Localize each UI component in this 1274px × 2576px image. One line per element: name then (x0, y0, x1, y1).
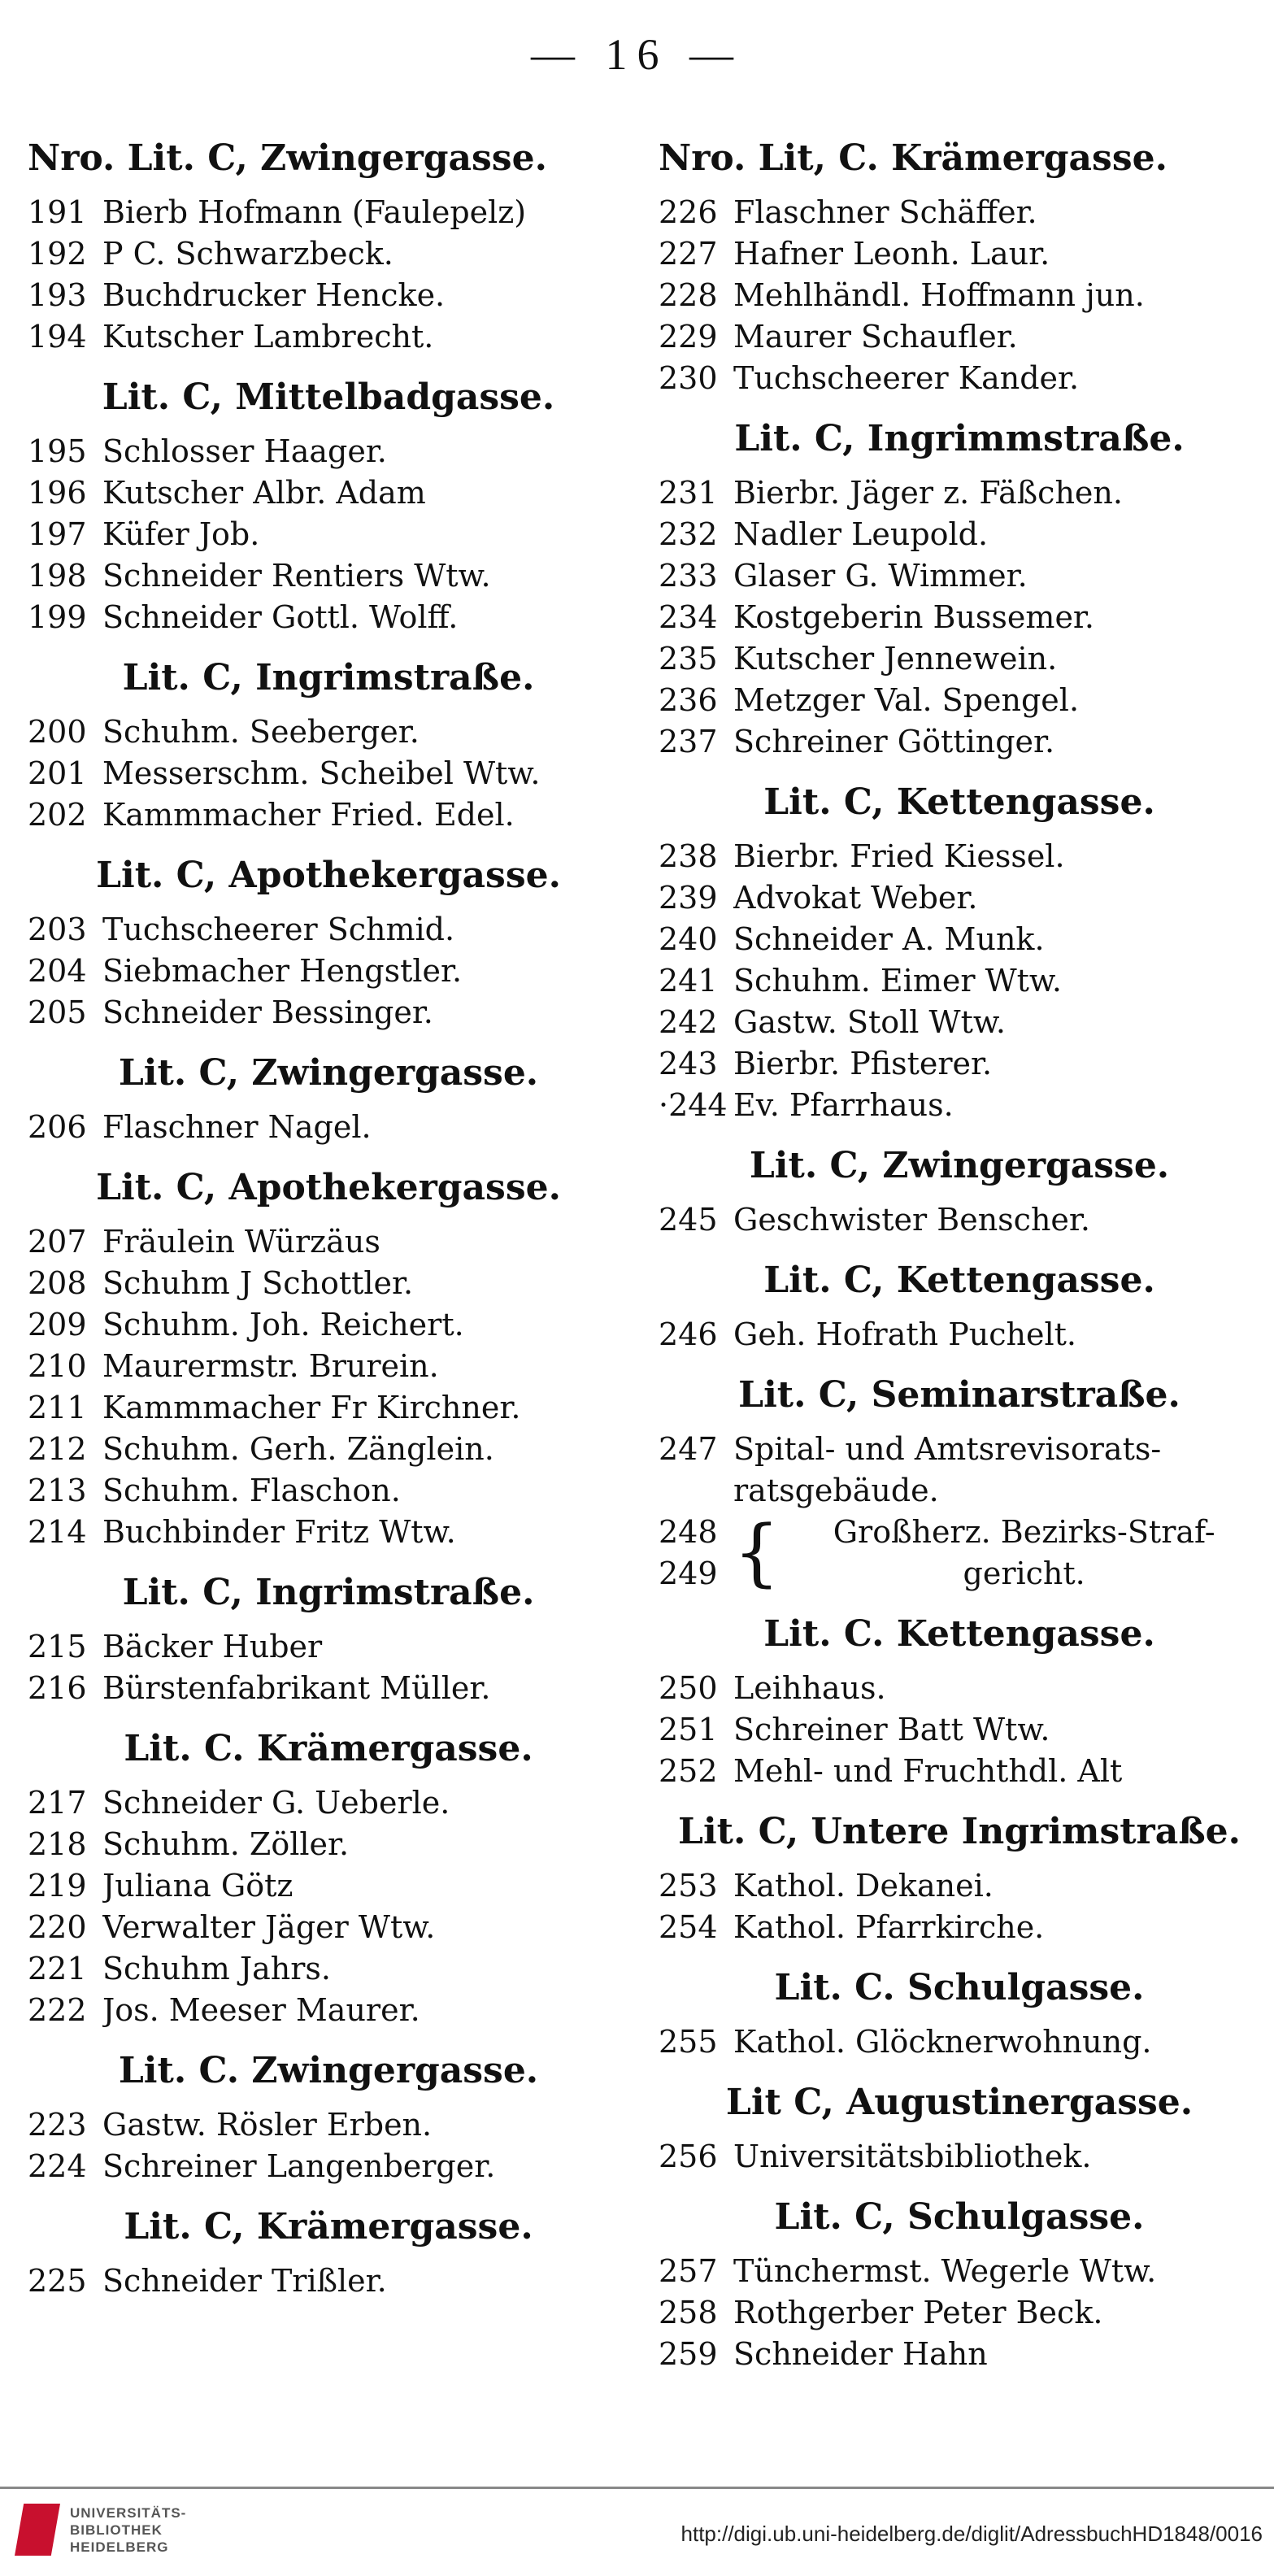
house-number: 249 (659, 1556, 718, 1591)
house-number: 232 (659, 516, 718, 552)
house-number: 238 (659, 838, 718, 874)
house-number: 203 (28, 912, 87, 947)
footer (0, 2487, 1274, 2576)
resident-text: Nadler Leupold. (733, 516, 989, 552)
resident-text: Rothgerber Peter Beck. (733, 2295, 1103, 2330)
resident-text: Flaschner Schäffer. (733, 194, 1037, 230)
street-heading: Lit. C, Mittelbadgasse. (102, 376, 555, 418)
house-number: 230 (659, 360, 718, 396)
house-number: 224 (28, 2148, 87, 2184)
resident-text: Bierb Hofmann (Faulepelz) (102, 194, 527, 230)
resident-text: Schuhm. Eimer Wtw. (733, 963, 1063, 999)
address-entry (659, 1002, 1260, 1043)
address-entry (28, 1221, 629, 1263)
address-section (659, 2192, 1260, 2375)
library-logo-icon (15, 2504, 60, 2556)
address-entry (659, 514, 1260, 555)
resident-text: Kathol. Glöcknerwohnung. (733, 2024, 1152, 2060)
house-number: 236 (659, 682, 718, 718)
resident-text: Leihhaus. (733, 1670, 886, 1706)
bracketed-entry (659, 1512, 1260, 1595)
address-entry (28, 909, 629, 951)
address-entry (659, 1314, 1260, 1355)
logo-text-line-3: HEIDELBERG (70, 2539, 169, 2555)
house-number: 221 (28, 1951, 87, 1986)
street-heading: Lit. C, Ingrimmstraße. (734, 418, 1185, 459)
house-number: 215 (28, 1629, 87, 1664)
address-entry (28, 2261, 629, 2302)
address-section (28, 653, 629, 836)
house-number: 234 (659, 599, 718, 635)
house-number: 202 (28, 797, 87, 833)
resident-text: Schneider Gottl. Wolff. (102, 599, 459, 635)
address-section (659, 1609, 1260, 1792)
house-number: 211 (28, 1390, 87, 1425)
address-entry (659, 960, 1260, 1002)
address-entry (659, 1668, 1260, 1709)
address-entry (659, 877, 1260, 919)
source-url[interactable]: http://digi.ub.uni-heidelberg.de/diglit/AdressbuchHD1848/0016 (680, 2522, 1263, 2546)
resident-text: Bürstenfabrikant Müller. (102, 1670, 491, 1706)
address-entry (28, 1304, 629, 1346)
address-entry (659, 555, 1260, 597)
address-section (28, 851, 629, 1033)
resident-text: Schuhm. Seeberger. (102, 714, 420, 750)
address-section (28, 1048, 629, 1148)
resident-text: ratsgebäude. (733, 1473, 939, 1508)
house-number: 207 (28, 1224, 87, 1260)
address-entry (659, 1709, 1260, 1751)
address-section (659, 1963, 1260, 2063)
address-entry (28, 1626, 629, 1668)
house-number: 229 (659, 319, 718, 355)
resident-text: Schneider Trißler. (102, 2263, 387, 2299)
resident-text: Ev. Pfarrhaus. (733, 1087, 954, 1123)
address-entry (28, 753, 629, 794)
street-heading: Lit. C, Kettengasse. (763, 1260, 1155, 1301)
resident-text: Schneider G. Ueberle. (102, 1785, 450, 1821)
house-number: 248 (659, 1514, 718, 1550)
house-number: 258 (659, 2295, 718, 2330)
resident-text: Kutscher Lambrecht. (102, 319, 434, 355)
house-number: 243 (659, 1046, 718, 1081)
resident-text: Schreiner Batt Wtw. (733, 1712, 1050, 1747)
address-section (28, 2202, 629, 2302)
resident-text: Maurermstr. Brurein. (102, 1348, 439, 1384)
library-logo-text (70, 2504, 186, 2556)
resident-text: Buchbinder Fritz Wtw. (102, 1514, 456, 1550)
resident-text: Kutscher Albr. Adam (102, 475, 426, 511)
address-entry (28, 275, 629, 316)
resident-text: Kammmacher Fried. Edel. (102, 797, 515, 833)
house-number: 217 (28, 1785, 87, 1821)
resident-text: Flaschner Nagel. (102, 1109, 372, 1145)
resident-text: Fräulein Würzäus (102, 1224, 380, 1260)
address-entry (28, 597, 629, 638)
street-heading: Nro. Lit, C. Krämergasse. (659, 137, 1167, 179)
house-number: 231 (659, 475, 718, 511)
resident-text: Juliana Götz (102, 1868, 293, 1904)
address-entry (28, 1263, 629, 1304)
address-section (28, 133, 629, 358)
house-number: 246 (659, 1316, 718, 1352)
house-number: 194 (28, 319, 87, 355)
resident-text: Schuhm. Gerh. Zänglein. (102, 1431, 494, 1467)
house-number: 225 (28, 2263, 87, 2299)
house-number: 237 (659, 724, 718, 759)
address-entry (28, 711, 629, 753)
resident-text: Kutscher Jennewein. (733, 641, 1058, 677)
resident-text: Schneider Hahn (733, 2336, 988, 2372)
resident-text: Schuhm. Joh. Reichert. (102, 1307, 464, 1342)
resident-text: Bierbr. Fried Kiessel. (733, 838, 1065, 874)
address-entry (28, 1346, 629, 1387)
house-number: 206 (28, 1109, 87, 1145)
house-number: 239 (659, 880, 718, 916)
resident-text: Siebmacher Hengstler. (102, 953, 463, 989)
house-number: 195 (28, 433, 87, 469)
left-column (28, 122, 629, 2317)
house-number: 251 (659, 1712, 718, 1747)
address-entry (659, 1085, 1260, 1126)
address-entry (659, 836, 1260, 877)
resident-text: Schreiner Langenberger. (102, 2148, 496, 2184)
address-entry (659, 2021, 1260, 2063)
address-entry (28, 2104, 629, 2146)
address-section (28, 1163, 629, 1553)
resident-text: Schneider A. Munk. (733, 921, 1045, 957)
resident-text: Metzger Val. Spengel. (733, 682, 1080, 718)
house-number: 208 (28, 1265, 87, 1301)
address-entry (28, 431, 629, 472)
street-heading: Lit. C. Schulgasse. (774, 1967, 1145, 2008)
street-heading: Lit. C, Apothekergasse. (96, 1167, 561, 1208)
resident-text: Universitätsbibliothek. (733, 2139, 1092, 2174)
address-section (659, 1370, 1260, 1595)
resident-text: Gastw. Rösler Erben. (102, 2107, 433, 2143)
address-section (659, 414, 1260, 763)
house-number: 201 (28, 755, 87, 791)
resident-text: Geschwister Benscher. (733, 1202, 1090, 1238)
address-entry (28, 316, 629, 358)
street-heading: Lit. C, Kettengasse. (763, 781, 1155, 823)
house-number: 259 (659, 2336, 718, 2372)
address-entry (28, 192, 629, 233)
address-entry (28, 1782, 629, 1824)
address-section (659, 2078, 1260, 2178)
address-entry (28, 514, 629, 555)
resident-text: Kathol. Pfarrkirche. (733, 1909, 1045, 1945)
house-number: 228 (659, 277, 718, 313)
address-entry (28, 472, 629, 514)
street-heading: Lit. C, Seminarstraße. (738, 1374, 1181, 1416)
address-entry (28, 233, 629, 275)
address-entry (659, 472, 1260, 514)
address-entry (28, 1907, 629, 1948)
address-entry (659, 2251, 1260, 2292)
resident-text: Küfer Job. (102, 516, 260, 552)
house-number: 198 (28, 558, 87, 594)
resident-text: Buchdrucker Hencke. (102, 277, 446, 313)
house-number: 257 (659, 2253, 718, 2289)
street-heading: Lit. C, Untere Ingrimstraße. (678, 1811, 1241, 1852)
address-entry (28, 1429, 629, 1470)
resident-text: Jos. Meeser Maurer. (102, 1992, 420, 2028)
resident-text: Messerschm. Scheibel Wtw. (102, 755, 541, 791)
resident-text: Mehl- und Fruchthdl. Alt (733, 1753, 1123, 1789)
house-number: 250 (659, 1670, 718, 1706)
address-entry (659, 1865, 1260, 1907)
house-number: 245 (659, 1202, 718, 1238)
address-entry (659, 919, 1260, 960)
logo-text-line-2: BIBLIOTHEK (70, 2522, 163, 2538)
address-section (659, 1255, 1260, 1355)
address-entry (659, 316, 1260, 358)
house-number: ·244 (659, 1087, 728, 1123)
library-logo[interactable] (15, 2504, 186, 2556)
resident-text: Schuhm J Schottler. (102, 1265, 414, 1301)
house-number: 256 (659, 2139, 718, 2174)
house-number: 216 (28, 1670, 87, 1706)
resident-text: Schuhm Jahrs. (102, 1951, 331, 1986)
address-entry (28, 1865, 629, 1907)
resident-text: Spital- und Amtsrevisorats- (733, 1431, 1162, 1467)
address-entry (659, 192, 1260, 233)
address-entry (28, 1824, 629, 1865)
house-number: 235 (659, 641, 718, 677)
street-heading: Lit. C, Zwingergasse. (749, 1145, 1170, 1186)
address-entry (28, 1668, 629, 1709)
house-number: 219 (28, 1868, 87, 1904)
resident-text: gericht. (963, 1556, 1085, 1591)
address-entry (659, 2136, 1260, 2178)
address-entry (659, 2292, 1260, 2334)
address-entry (659, 1470, 1260, 1512)
resident-text: Tünchermst. Wegerle Wtw. (733, 2253, 1157, 2289)
resident-text: Tuchscheerer Schmid. (102, 912, 455, 947)
street-heading: Lit C, Augustinergasse. (725, 2082, 1194, 2123)
house-number: 200 (28, 714, 87, 750)
right-column (659, 122, 1260, 2390)
brace-icon: { (733, 1510, 780, 1595)
house-number: 199 (28, 599, 87, 635)
house-number: 222 (28, 1992, 87, 2028)
resident-text: Tuchscheerer Kander. (733, 360, 1080, 396)
house-number: 209 (28, 1307, 87, 1342)
house-number: 214 (28, 1514, 87, 1550)
street-heading: Lit. C, Zwingergasse. (118, 1052, 539, 1094)
house-number: 226 (659, 194, 718, 230)
house-number: 220 (28, 1909, 87, 1945)
resident-text: Glaser G. Wimmer. (733, 558, 1028, 594)
house-number: 242 (659, 1004, 718, 1040)
address-entry (28, 992, 629, 1033)
resident-text: Verwalter Jäger Wtw. (102, 1909, 436, 1945)
house-number: 240 (659, 921, 718, 957)
resident-text: Schuhm. Flaschon. (102, 1473, 401, 1508)
house-number: 252 (659, 1753, 718, 1789)
page-number: — 16 — (531, 30, 743, 79)
street-heading: Lit. C, Apothekergasse. (96, 855, 561, 896)
house-number (659, 1470, 733, 1512)
resident-text: Schuhm. Zöller. (102, 1826, 350, 1862)
address-entry (659, 1429, 1260, 1470)
address-entry (659, 1907, 1260, 1948)
street-heading: Nro. Lit. C, Zwingergasse. (28, 137, 547, 179)
street-heading: Lit. C. Zwingergasse. (118, 2050, 539, 2091)
resident-text: Bäcker Huber (102, 1629, 323, 1664)
house-number: 247 (659, 1431, 718, 1467)
address-entry (659, 1199, 1260, 1241)
address-section (659, 1807, 1260, 1948)
address-entry (659, 680, 1260, 721)
resident-text: Gastw. Stoll Wtw. (733, 1004, 1006, 1040)
resident-text: Geh. Hofrath Puchelt. (733, 1316, 1076, 1352)
resident-text: Großherz. Bezirks-Straf- (833, 1514, 1215, 1550)
address-entry (659, 597, 1260, 638)
address-section (28, 2046, 629, 2187)
street-heading: Lit. C. Krämergasse. (124, 1728, 533, 1769)
address-section (659, 777, 1260, 1126)
street-heading: Lit. C. Kettengasse. (763, 1613, 1155, 1655)
resident-text: Bierbr. Jäger z. Fäßchen. (733, 475, 1123, 511)
address-section (28, 1724, 629, 2031)
logo-text-line-1: UNIVERSITÄTS- (70, 2504, 187, 2521)
house-number: 191 (28, 194, 87, 230)
house-number: 218 (28, 1826, 87, 1862)
address-entry (28, 1470, 629, 1512)
house-number: 223 (28, 2107, 87, 2143)
address-entry (659, 233, 1260, 275)
house-number: 204 (28, 953, 87, 989)
house-number: 192 (28, 236, 87, 272)
address-entry (659, 2334, 1260, 2375)
resident-text: P C. Schwarzbeck. (102, 236, 394, 272)
address-entry (28, 1107, 629, 1148)
house-number: 254 (659, 1909, 718, 1945)
resident-text: Schreiner Göttinger. (733, 724, 1055, 759)
resident-text: Kammmacher Fr Kirchner. (102, 1390, 521, 1425)
resident-text: Schneider Rentiers Wtw. (102, 558, 491, 594)
house-number: 212 (28, 1431, 87, 1467)
street-heading: Lit. C, Ingrimstraße. (122, 1572, 535, 1613)
house-number: 241 (659, 963, 718, 999)
house-number: 197 (28, 516, 87, 552)
address-section (28, 372, 629, 638)
address-entry (659, 275, 1260, 316)
address-entry (659, 721, 1260, 763)
resident-text: Schlosser Haager. (102, 433, 387, 469)
address-entry (659, 358, 1260, 399)
address-section (659, 1141, 1260, 1241)
address-entry (28, 794, 629, 836)
address-entry (28, 1387, 629, 1429)
house-number: 233 (659, 558, 718, 594)
resident-text: Schneider Bessinger. (102, 994, 433, 1030)
address-section (28, 1568, 629, 1709)
house-number: 205 (28, 994, 87, 1030)
address-entry (659, 1751, 1260, 1792)
street-heading: Lit. C, Krämergasse. (124, 2206, 533, 2247)
resident-text: Kathol. Dekanei. (733, 1868, 994, 1904)
resident-text: Maurer Schaufler. (733, 319, 1018, 355)
address-entry (28, 1512, 629, 1553)
address-section (659, 133, 1260, 399)
resident-text: Hafner Leonh. Laur. (733, 236, 1050, 272)
house-number: 196 (28, 475, 87, 511)
house-number: 253 (659, 1868, 718, 1904)
resident-text: Advokat Weber. (733, 880, 978, 916)
resident-text: Bierbr. Pfisterer. (733, 1046, 993, 1081)
house-number: 227 (659, 236, 718, 272)
resident-text: Mehlhändl. Hoffmann jun. (733, 277, 1145, 313)
address-entry (28, 1990, 629, 2031)
address-entry (28, 2146, 629, 2187)
address-entry (659, 638, 1260, 680)
address-entry (659, 1043, 1260, 1085)
house-number: 210 (28, 1348, 87, 1384)
address-entry (28, 1948, 629, 1990)
resident-text: Kostgeberin Bussemer. (733, 599, 1094, 635)
address-entry (28, 555, 629, 597)
house-number: 255 (659, 2024, 718, 2060)
street-heading: Lit. C, Ingrimstraße. (122, 657, 535, 698)
house-number: 213 (28, 1473, 87, 1508)
house-number: 193 (28, 277, 87, 313)
street-heading: Lit. C, Schulgasse. (774, 2196, 1145, 2238)
address-entry (28, 951, 629, 992)
